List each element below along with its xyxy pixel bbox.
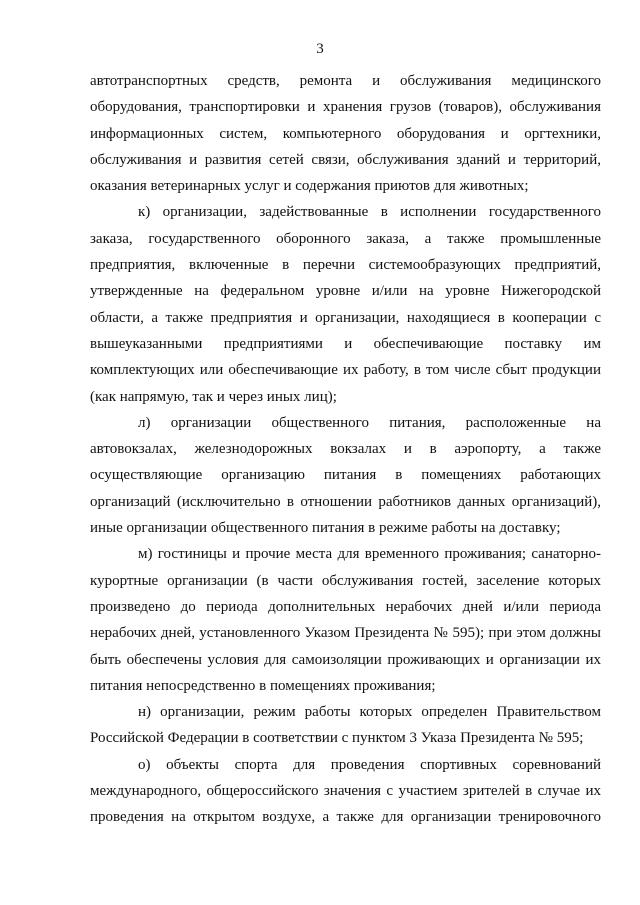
text-line: обслуживания и развития сетей связи, обслуживания зданий и территорий, (90, 151, 601, 168)
text-line: (как напрямую, так и через иных лиц); (90, 388, 337, 405)
text-line: международного, общероссийского значения с участием зрителей в случае их (90, 783, 601, 800)
paragraph-o (90, 752, 601, 831)
text-line: о) объекты спорта для проведения спортивных соревнований (138, 756, 601, 773)
text-line: информационных систем, компьютерного оборудования и оргтехники, (90, 125, 601, 142)
text-line: организаций (исключительно в отношении работников данных организаций), (90, 493, 601, 510)
text-line: произведено до периода дополнительных нерабочих дней и/или периода (90, 598, 601, 615)
document-body (90, 68, 601, 831)
page-number: 3 (316, 41, 324, 57)
text-line: м) гостиницы и прочие места для временного проживания; санаторно- (138, 546, 601, 563)
text-line: оборудования, транспортировки и хранения грузов (товаров), обслуживания (90, 99, 601, 116)
text-line: предприятия, включенные в перечни системообразующих предприятий, (90, 257, 601, 274)
text-line: питания непосредственно в помещениях проживания; (90, 677, 436, 694)
text-line: автовокзалах, железнодорожных вокзалах и в аэропорту, а также (90, 441, 601, 458)
text-line: оказания ветеринарных услуг и содержания приютов для животных; (90, 178, 529, 195)
text-line: иные организации общественного питания в режиме работы на доставку; (90, 520, 561, 537)
text-line: утвержденные на федеральном уровне и/или на уровне Нижегородской (90, 283, 601, 300)
paragraph-m (90, 541, 601, 699)
text-line: Российской Федерации в соответствии с пунктом 3 Указа Президента № 595; (90, 730, 584, 747)
paragraph-continuation (90, 68, 601, 199)
text-line: проведения на открытом воздухе, а также для организации тренировочного (90, 809, 601, 826)
text-line: быть обеспечены условия для самоизоляции проживающих и организации их (90, 651, 601, 668)
paragraph-l (90, 410, 601, 541)
paragraph-k (90, 199, 601, 409)
text-line: комплектующих или обеспечивающие их работу, в том числе сбыт продукции (90, 362, 601, 379)
paragraph-n (90, 699, 601, 752)
text-line: к) организации, задействованные в исполнении государственного (138, 204, 601, 221)
text-line: осуществляющие организацию питания в помещениях работающих (90, 467, 601, 484)
text-line: вышеуказанными предприятиями и обеспечивающие поставку им (90, 335, 601, 352)
text-line: автотранспортных средств, ремонта и обслуживания медицинского (90, 73, 601, 89)
text-line: нерабочих дней, установленного Указом Президента № 595); при этом должны (90, 625, 601, 642)
text-line: н) организации, режим работы которых определен Правительством (138, 704, 601, 721)
text-line: курортные организации (в части обслуживания гостей, заселение которых (90, 572, 601, 589)
text-line: л) организации общественного питания, расположенные на (138, 414, 601, 431)
text-line: области, а также предприятия и организации, находящиеся в кооперации с (90, 309, 601, 326)
text-line: заказа, государственного оборонного заказа, а также промышленные (90, 230, 601, 247)
